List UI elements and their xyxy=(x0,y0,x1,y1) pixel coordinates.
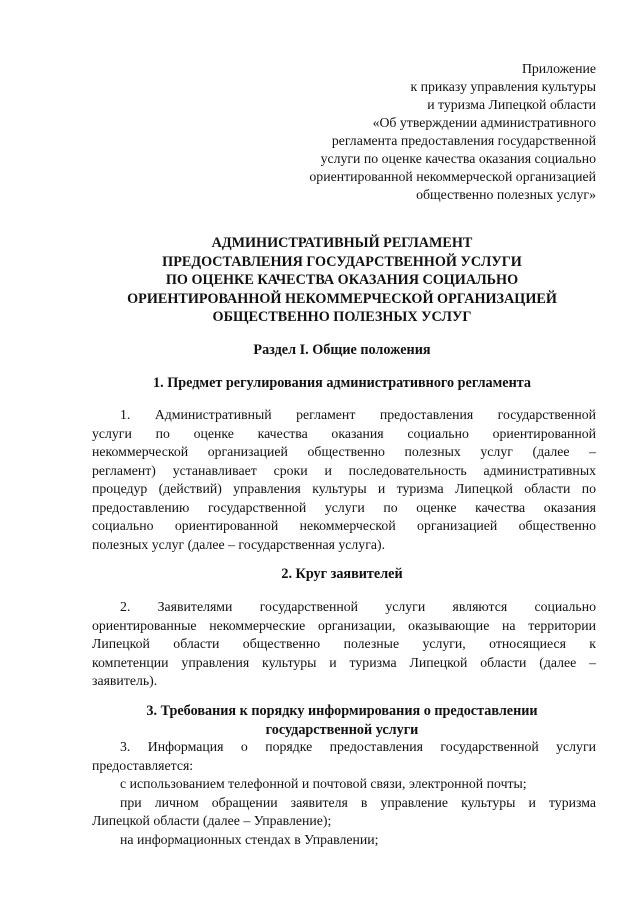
title-line: ОБЩЕСТВЕННО ПОЛЕЗНЫХ УСЛУГ xyxy=(212,309,472,325)
paragraph-line: с использованием телефонной и почтовой связи, электронной почты; xyxy=(120,776,527,791)
subsection-heading-1: 1. Предмет регулирования административного регламента xyxy=(153,375,531,391)
paragraph-1 xyxy=(92,406,596,554)
section-heading: Раздел I. Общие положения xyxy=(253,342,431,358)
title-line: ОРИЕНТИРОВАННОЙ НЕКОММЕРЧЕСКОЙ ОРГАНИЗАЦИЕЙ xyxy=(127,290,557,307)
paragraph-3 xyxy=(92,738,596,849)
paragraph-line: предоставляется: xyxy=(92,757,194,773)
appendix-line: общественно полезных услуг» xyxy=(416,187,596,202)
paragraph-line: некоммерческой организацией общественно полезных услуг (далее – xyxy=(92,444,596,459)
subsection-heading-3 xyxy=(40,702,640,739)
appendix-line: ориентированной некоммерческой организацией xyxy=(309,169,596,184)
appendix-line: регламента предоставления государственной xyxy=(331,133,596,148)
paragraph-line: 2. Заявителями государственной услуги являются социально xyxy=(120,599,596,614)
paragraph-line: 3. Информация о порядке предоставления государственной услуги xyxy=(120,739,596,754)
paragraph-line: процедур (действий) управления культуры и туризма Липецкой области по xyxy=(92,481,596,496)
title-line: ПРЕДОСТАВЛЕНИЯ ГОСУДАРСТВЕННОЙ УСЛУГИ xyxy=(162,253,522,270)
paragraph-line: полезных услуг (далее – государственная услуга). xyxy=(92,536,386,552)
paragraph-line: 1. Административный регламент предоставления государственной xyxy=(120,407,596,422)
subsection-heading-2: 2. Круг заявителей xyxy=(281,566,403,582)
paragraph-line: Липецкой области (далее – Управление); xyxy=(92,813,332,828)
paragraph-line: компетенции управления культуры и туризма Липецкой области (далее – xyxy=(92,654,596,670)
paragraph-line: предоставлению государственной услуги по оценке качества оказания xyxy=(92,499,596,515)
document-title xyxy=(40,234,640,327)
appendix-line: «Об утверждении административного xyxy=(372,115,596,130)
paragraph-line: заявитель). xyxy=(92,673,158,688)
heading-line: 3. Требования к порядку информирования о предоставлении xyxy=(146,703,538,719)
appendix-line: и туризма Липецкой области xyxy=(427,97,596,112)
paragraph-line: социально ориентированной некоммерческой организацией общественно xyxy=(92,518,596,533)
appendix-block xyxy=(236,60,596,204)
heading-line: государственной услуги xyxy=(265,721,419,738)
paragraph-2 xyxy=(92,598,596,691)
paragraph-line: услуги по оценке качества оказания социально ориентированной xyxy=(92,425,596,441)
appendix-line: услуги по оценке качества оказания социально xyxy=(320,151,596,166)
title-line: ПО ОЦЕНКЕ КАЧЕСТВА ОКАЗАНИЯ СОЦИАЛЬНО xyxy=(165,272,519,288)
paragraph-line: регламент) устанавливает сроки и последовательность административных xyxy=(92,462,596,478)
title-line: АДМИНИСТРАТИВНЫЙ РЕГЛАМЕНТ xyxy=(211,235,473,251)
paragraph-line: при личном обращении заявителя в управление культуры и туризма xyxy=(120,794,596,810)
appendix-line: к приказу управления культуры xyxy=(410,79,596,94)
appendix-line: Приложение xyxy=(521,61,596,76)
paragraph-line: на информационных стендах в Управлении; xyxy=(120,831,379,847)
paragraph-line: Липецкой области общественно полезные услуги, относящиеся к xyxy=(92,636,596,651)
paragraph-line: ориентированные некоммерческие организации, оказывающие на территории xyxy=(92,617,596,633)
